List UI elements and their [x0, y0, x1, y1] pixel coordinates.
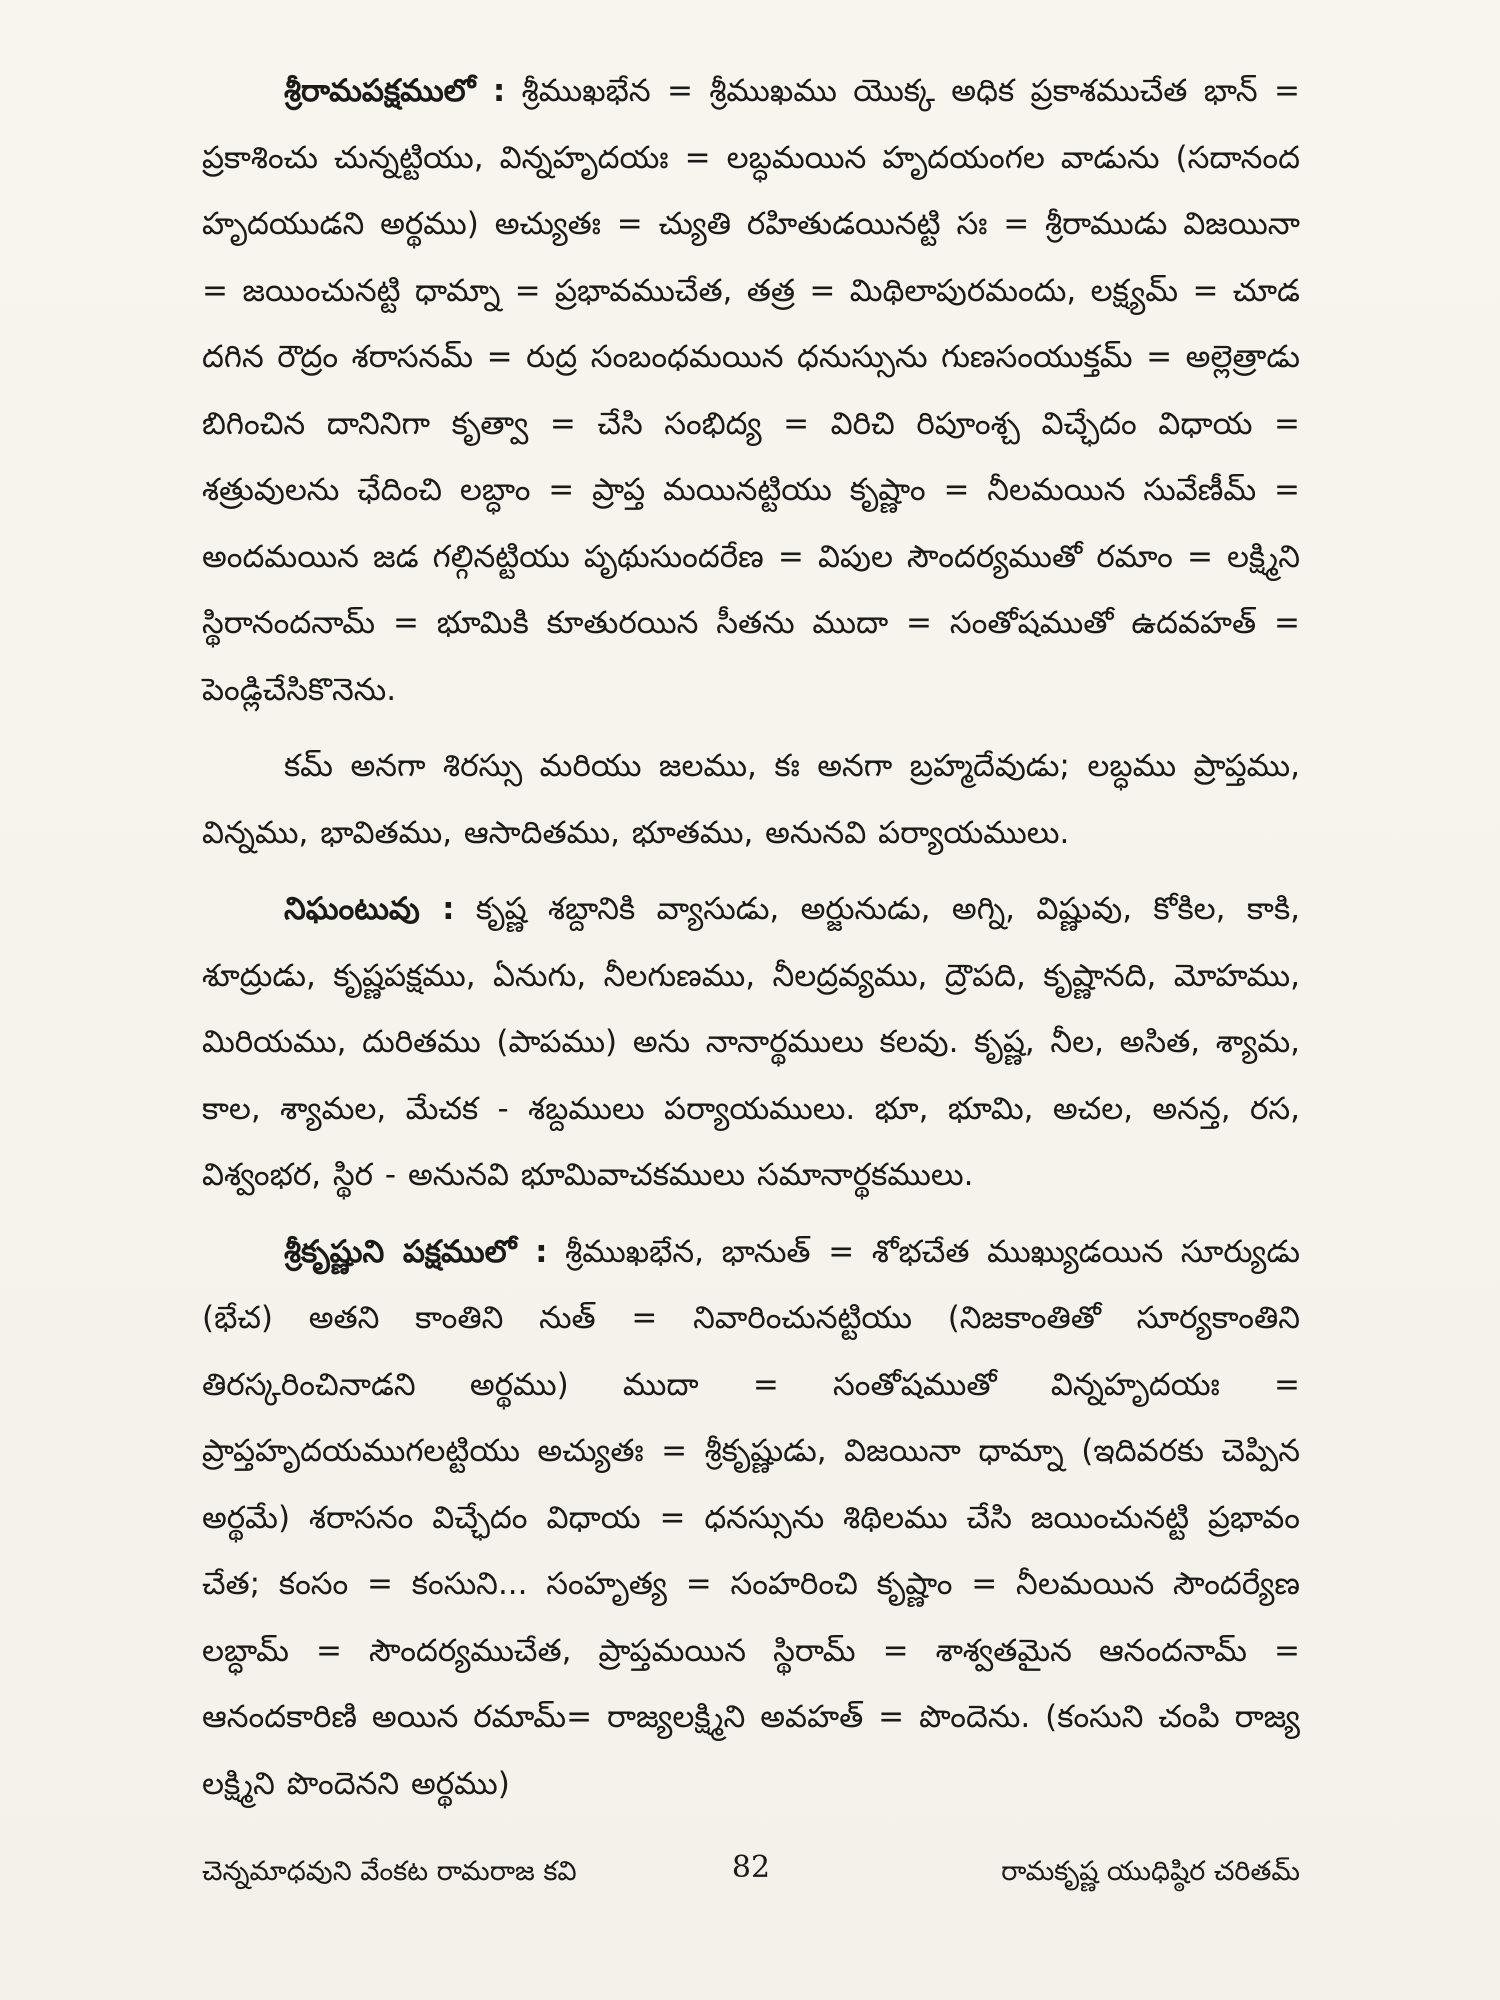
footer-author: చెన్నమాధవుని వేంకట రామరాజ కవి — [202, 1856, 577, 1887]
paragraph-synonyms — [202, 733, 1300, 866]
page-number: 82 — [731, 1850, 771, 1885]
heading-krishna-side: శ్రీకృష్ణుని పక్షములో : — [284, 1233, 548, 1270]
paragraph-nighantuvu — [202, 876, 1300, 1209]
paragraph-nighantuvu-text: కృష్ణ శబ్దానికి వ్యాసుడు, అర్జునుడు, అగ్ని, విష్ణువు, కోకిల, కాకి, శూద్రుడు, కృష్ణపక్షము, ఏనుగు, నీలగుణము, నీలద్రవ్యము, ద్రౌపది, కృష్ణానది, మోహము, మిరియము, దురితము (పాపము) అను నానార్థములు కలవు. కృష్ణ, నీల, అసిత, శ్యామ, కాల, శ్యామల, మేచక - శబ్దములు పర్యాయములు. భూ, భూమి, అచల, అనన్త, రస, విశ్వంభర, స్థిర - అనునవి భూమివాచకములు సమానార్థకములు. — [202, 891, 1300, 1193]
paragraph-krishna-side — [202, 1219, 1300, 1818]
paragraph-rama-side-text: శ్రీముఖభేన = శ్రీముఖము యొక్క అధిక ప్రకాశముచేత భాన్ = ప్రకాశించు చున్నట్టియు, విన్నహృదయః = లబ్ధమయిన హృదయంగల వాడును (సదానంద హృదయుడని అర్థము) అచ్యుతః = చ్యుతి రహితుడయినట్టి సః = శ్రీరాముడు విజయినా = జయించునట్టి ధామ్నా = ప్రభావముచేత, తత్ర = మిథిలాపురమందు, లక్ష్యమ్ = చూడ దగిన రౌద్రం శరాసనమ్ = రుద్ర సంబంధమయిన ధనుస్సును గుణసంయుక్తమ్ = అల్లెత్రాడు బిగించిన దానినిగా కృత్వా = చేసి సంభిద్య = విరిచి రిపూంశ్చ విచ్ఛేదం విధాయ = శత్రువులను ఛేదించి లబ్ధాం = ప్రాప్త మయినట్టియు కృష్ణాం = నీలమయిన సువేణీమ్ = అందమయిన జడ గల్గినట్టియు పృథుసుందరేణ = విపుల సౌందర్యముతో రమాం = లక్ష్మిని స్థిరానందనామ్ = భూమికి కూతురయిన సీతను ముదా = సంతోషముతో ఉదవహత్ = పెండ్లిచేసికొనెను. — [202, 73, 1300, 708]
heading-rama-side: శ్రీరామపక్షములో : — [284, 73, 506, 109]
paragraph-synonyms-text: కమ్ అనగా శిరస్సు మరియు జలము, కః అనగా బ్రహ్మదేవుడు; లబ్ధము ప్రాప్తము, విన్నము, భావితము, ఆసాదితము, భూతము, అనునవి పర్యాయములు. — [202, 748, 1300, 851]
paragraph-rama-side — [202, 58, 1300, 723]
page-footer — [202, 1852, 1300, 1892]
body-text — [202, 58, 1300, 1827]
footer-book-title: రామకృష్ణ యుధిష్ఠిర చరితమ్ — [1001, 1856, 1300, 1887]
heading-nighantuvu: నిఘంటువు : — [284, 891, 455, 927]
paragraph-krishna-side-text: శ్రీముఖభేన, భానుత్ = శోభచేత ముఖ్యుడయిన సూర్యుడు (భేచ) అతని కాంతిని నుత్ = నివారించునట్టియు (నిజకాంతితో సూర్యకాంతిని తిరస్కరించినాడని అర్థము) ముదా = సంతోషముతో విన్నహృదయః = ప్రాప్తహృదయముగలట్టియు అచ్యుతః = శ్రీకృష్ణుడు, విజయినా ధామ్నా (ఇదివరకు చెప్పిన అర్థమే) శరాసనం విచ్ఛేదం విధాయ = ధనస్సును శిథిలము చేసి జయించునట్టి ప్రభావం చేత; కంసం = కంసుని... సంహృత్య = సంహరించి కృష్ణాం = నీలమయిన సౌందర్యేణ లబ్ధామ్ = సౌందర్యముచేత, ప్రాప్తమయిన స్థిరామ్ = శాశ్వతమైన ఆనందనామ్ = ఆనందకారిణి అయిన రమామ్= రాజ్యలక్ష్మిని అవహత్ = పొందెను. (కంసుని చంపి రాజ్య లక్ష్మిని పొందెనని అర్థము) — [202, 1233, 1300, 1802]
